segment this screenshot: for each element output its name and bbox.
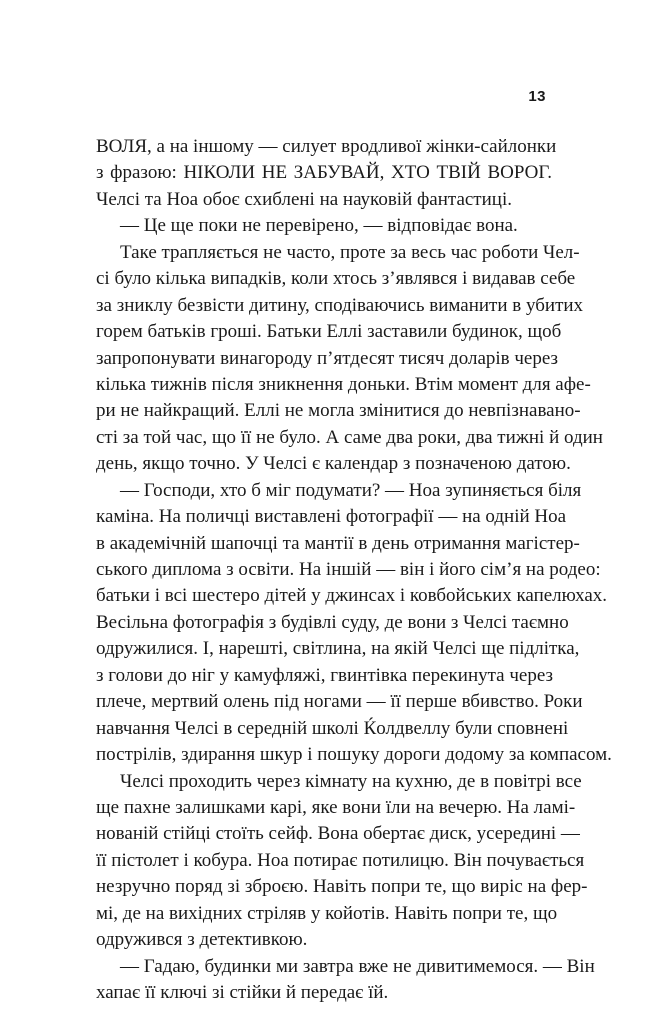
text-line: в академічній шапочці та мантії в день отримання магістер- bbox=[96, 532, 580, 554]
text-line: запропонувати винагороду п’ятдесят тисяч доларів через bbox=[96, 347, 559, 369]
body-text bbox=[96, 134, 612, 1006]
text-line: день, якщо точно. У Челсі є календар з позначеною датою. bbox=[96, 453, 571, 475]
paragraph bbox=[96, 240, 603, 478]
text-line: навчання Челсі в середній школі Ќолдвеллу були сповнені bbox=[96, 717, 569, 739]
text-line: ри не найкращий. Еллі не могла змінитися до невпізнавано- bbox=[96, 400, 581, 422]
text-line: ВОЛЯ, а на іншому — силует вродливої жінки-сайлонки bbox=[96, 136, 557, 157]
text-line: ще пахне залишками карі, яке вони їли на вечерю. На ламі- bbox=[96, 796, 576, 818]
paragraph bbox=[96, 213, 552, 239]
text-line: — Господи, хто б міг подумати? — Ноа зупиняється біля bbox=[120, 479, 582, 501]
text-line: одружилися. І, нарешті, світлина, на якій Челсі ще підлітка, bbox=[96, 638, 580, 660]
text-line: кілька тижнів після зникнення доньки. Втім момент для афе- bbox=[96, 373, 591, 395]
text-line: нованій стійці стоїть сейф. Вона обертає диск, усередині — bbox=[96, 823, 580, 845]
text-line: Челсі проходить через кімнату на кухню, де в повітрі все bbox=[120, 770, 582, 792]
text-line: плече, мертвий олень під ногами — її перше вбивство. Роки bbox=[96, 691, 583, 713]
text-line: пострілів, здирання шкур і пошуку дороги додому за компасом. bbox=[96, 744, 612, 766]
text-line: горем батьків гроші. Батьки Еллі заставили будинок, щоб bbox=[96, 321, 562, 343]
paragraph bbox=[96, 954, 595, 1007]
paragraph bbox=[96, 769, 588, 954]
text-line: сті за той час, що її не було. А саме два роки, два тижні й один bbox=[96, 426, 603, 448]
text-line: батьки і всі шестеро дітей у джинсах і ковбойських капелюхах. bbox=[96, 585, 608, 607]
text-line: каміна. На поличці виставлені фотографії — на одній Ноа bbox=[96, 506, 567, 528]
text-line: з голови до ніг у камуфляжі, гвинтівка перекинута через bbox=[96, 664, 554, 686]
text-line: мі, де на вихідних стріляв у койотів. Навіть попри те, що bbox=[96, 902, 558, 924]
text-line: Весільна фотографія з будівлі суду, де вони з Челсі таємно bbox=[96, 611, 569, 633]
text-line: сі було кілька випадків, коли хтось з’являвся і видавав себе bbox=[96, 268, 576, 290]
text-line: незручно поряд зі зброєю. Навіть попри те, що виріс на фер- bbox=[96, 876, 588, 898]
paragraph bbox=[96, 478, 612, 769]
text-line: за зниклу безвісти дитину, сподіваючись виманити в убитих bbox=[96, 294, 584, 316]
text-line: її пістолет і кобура. Ноа потирає потилицю. Він почувається bbox=[96, 849, 585, 871]
text-line: Таке трапляється не часто, проте за весь час роботи Чел- bbox=[120, 241, 580, 263]
text-line: — Це ще поки не перевірено, — відповідає вона. bbox=[120, 215, 518, 237]
paragraph bbox=[96, 134, 557, 213]
text-line: хапає її ключі зі стійки й передає їй. bbox=[96, 982, 389, 1003]
text-line: ського диплома з освіти. На іншій — він і його сім’я на родео: bbox=[96, 559, 601, 580]
text-line: з фразою: НІКОЛИ НЕ ЗАБУВАЙ, ХТО ТВІЙ ВОРОГ. bbox=[96, 162, 552, 184]
page-number: 13 bbox=[528, 88, 546, 105]
text-line: — Гадаю, будинки ми завтра вже не дивитимемося. — Він bbox=[120, 955, 595, 977]
text-line: одружився з детективкою. bbox=[96, 929, 308, 951]
text-line: Челсі та Ноа обоє схиблені на науковій фантастиці. bbox=[96, 188, 512, 210]
